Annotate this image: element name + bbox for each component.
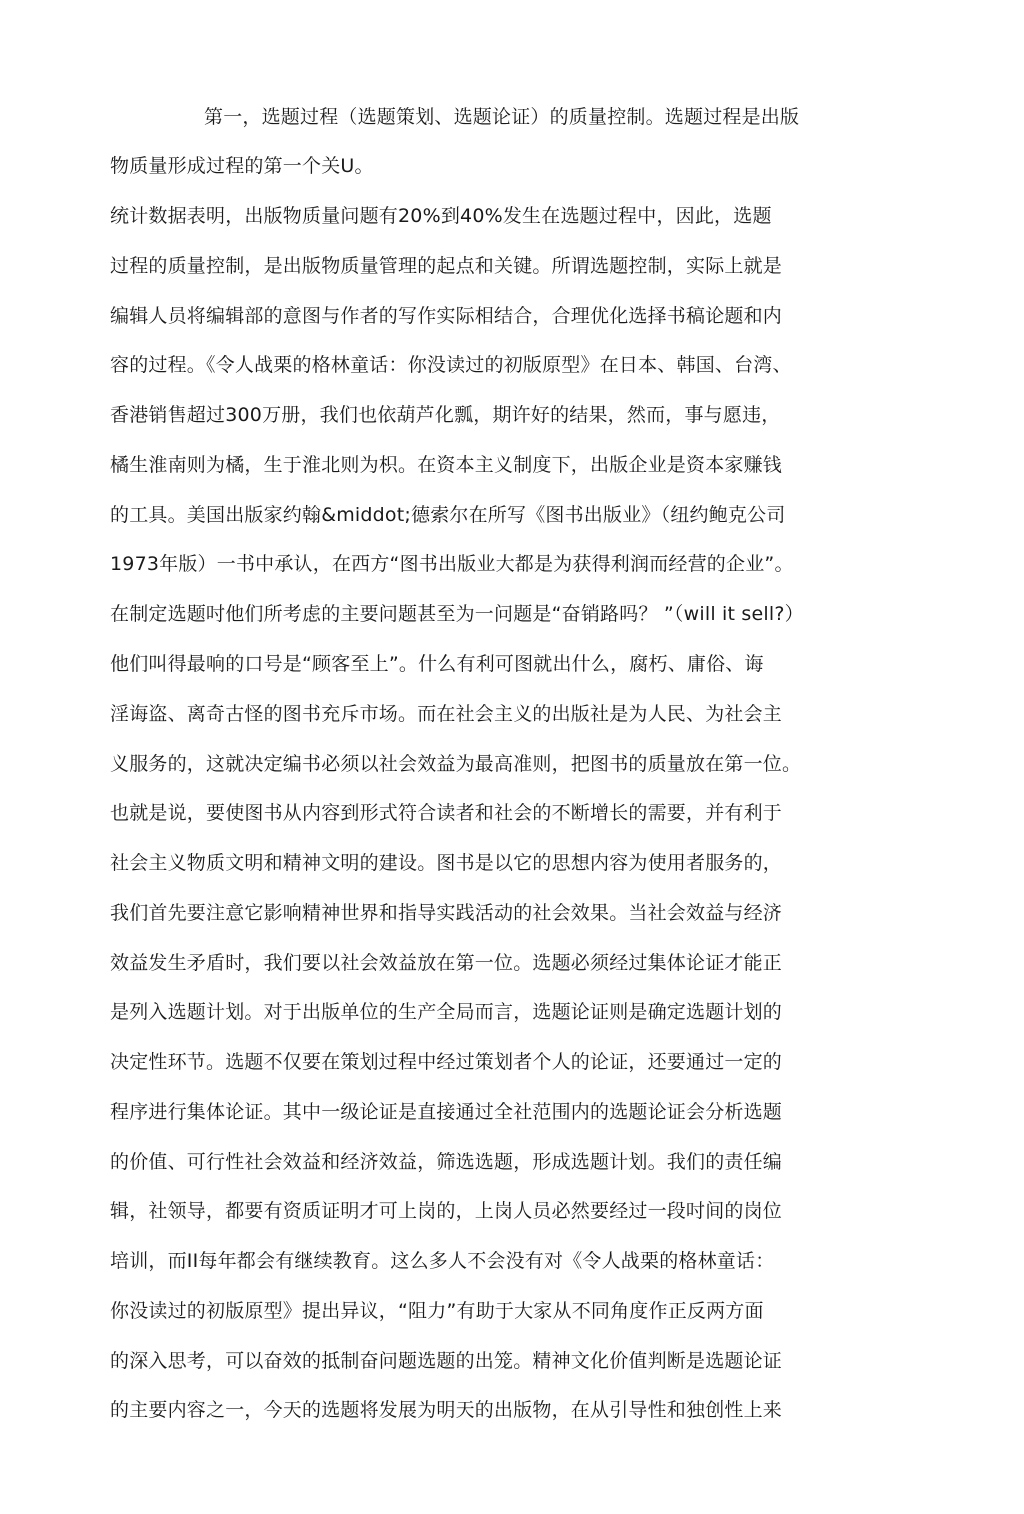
text-line: 你没读过的初版原型》提出异议，“阻力”有助于大家从不同角度作正反两方面 [110,1300,764,1322]
text-line: 是列入选题计划。对于出版单位的生产全局而言，选题论证则是确定选题计划的 [110,1001,783,1023]
text-line: 培训，而II每年都会有继续教育。这么多人不会没有对《令人战栗的格林童话： [110,1250,775,1272]
text-line: 编辑人员将编辑部的意图与作者的写作实际相结合，合理优化选择书稿论题和内 [110,305,783,327]
text-line: 统计数据表明，出版物质量问题有20%到40%发生在选题过程中，因此，选题 [110,205,772,227]
text-line: 社会主义物质文明和精神文明的建设。图书是以它的思想内容为使用者服务的， [110,852,783,874]
text-line: 效益发生矛盾时，我们要以社会效益放在第一位。选题必须经过集体论证才能正 [110,952,783,974]
text-line: 香港销售超过300万册，我们也依葫芦化瓢，期许好的结果，然而，事与愿违， [110,404,781,426]
text-line: 橘生淮南则为橘，生于淮北则为枳。在资本主义制度下，出版企业是资本家赚钱 [110,454,783,476]
text-line: 义服务的，这就决定编书必须以社会效益为最高准则，把图书的质量放在第一位。 [110,753,802,775]
text-line: 辑，社领导，都要有资质证明才可上岗的，上岗人员必然要经过一段吋间的岗位 [110,1200,783,1222]
text-line: 他们叫得最响的口号是“顾客至上”。什么有利可图就出什么，腐朽、庸俗、诲 [110,653,764,675]
text-line: 过程的质量控制，是出版物质量管理的起点和关键。所谓选题控制，实际上就是 [110,255,783,277]
text-line: 我们首先要注意它影响精神世界和指导实践活动的社会效果。当社会效益与经济 [110,902,783,924]
text-line: 淫诲盗、离奇古怪的图书充斥市场。而在社会主义的出版社是为人民、为社会主 [110,703,783,725]
text-line: 的工具。美国出版家约翰&middot;德索尔在所写《图书出版业》（纽约鲍克公司 [110,504,786,526]
text-line: 的价值、可行性社会效益和经济效益，筛选选题，形成选题计划。我们的责任编 [110,1151,783,1173]
text-line: 也就是说，要使图书从内容到形式符合读者和社会的不断增长的需要，并有利于 [110,802,783,824]
text-line: 容的过程。《令人战栗的格林童话：你没读过的初版原型》在日本、韩国、台湾、 [110,354,792,376]
text-line: 决定性环节。选题不仅要在策划过程中经过策划者个人的论证，还要通过一定的 [110,1051,783,1073]
text-line: 第一，选题过程（选题策划、选题论证）的质量控制。选题过程是出版 [204,106,800,128]
text-line: 在制定选题吋他们所考虑的主要问题甚至为一问题是“奋销路吗？ ”（will it sell?） [110,603,804,625]
text-line: 1973年版）一书中承认，在西方“图书出版业大都是为获得利润而经营的企业”。 [110,553,794,575]
text-line: 的深入思考，可以奋效的抵制奋问题选题的出笼。精神文化价值判断是选题论证 [110,1350,783,1372]
text-line: 物质量形成过程的第一个关U。 [110,155,374,177]
text-line: 的主要内容之一，今天的选题将发展为明天的出版物，在从引导性和独创性上来 [110,1399,783,1421]
text-line: 程序进行集体论证。其中一级论证是直接通过全社范围内的选题论证会分析选题 [110,1101,783,1123]
